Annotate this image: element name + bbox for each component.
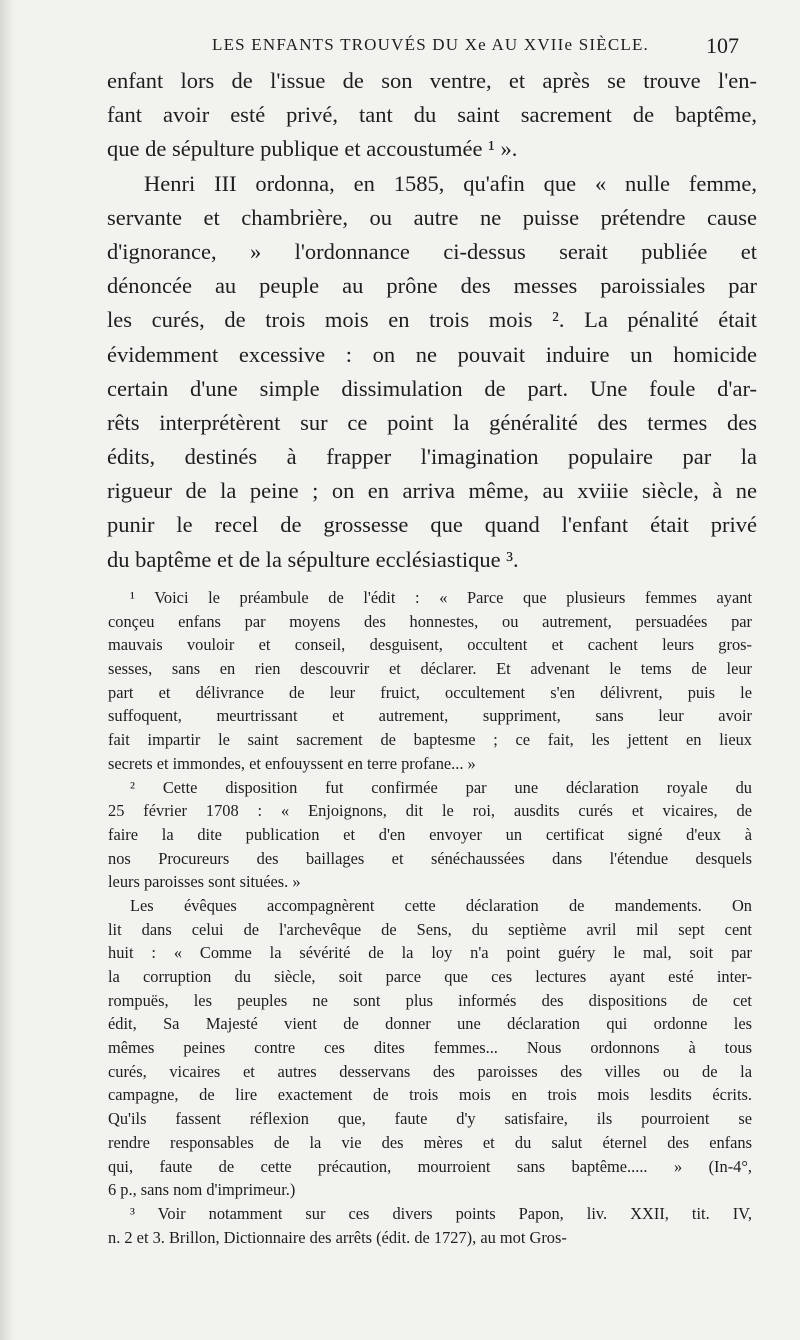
footnote-line: leurs paroisses sont situées. » (108, 872, 301, 892)
footnote-line: ¹ Voici le préambule de l'édit : « Parce que plusieurs femmes ayant (130, 588, 752, 607)
footnote-line: qui, faute de cette précaution, mourroient sans baptême..... » (In-4°, (108, 1156, 752, 1176)
body-line: les curés, de trois mois en trois mois ². La pénalité était (107, 307, 757, 333)
footnote-line: ² Cette disposition fut confirmée par une déclaration royale du (130, 777, 752, 797)
body-line: dénoncée au peuple au prône des messes paroissiales par (107, 273, 757, 299)
body-line: du baptême et de la sépulture ecclésiastique ³. (107, 546, 519, 572)
footnote-line: rendre responsables de la vie des mères et du salut éternel des enfans (108, 1132, 752, 1152)
footnote-line: mauvais vouloir et conseil, desguisent, occultent et cachent leurs gros- (108, 635, 752, 655)
footnote-line: mêmes peines contre ces dites femmes... Nous ordonnons à tous (108, 1038, 752, 1058)
footnote-line: Qu'ils fassent réflexion que, faute d'y satisfaire, ils pourroient se (108, 1109, 752, 1129)
page-number: 107 (706, 33, 739, 58)
page-edge-shadow (0, 0, 14, 1340)
footnote-line: part et délivrance de leur fruict, occultement s'en délivrent, puis le (108, 682, 752, 702)
footnote-line: édit, Sa Majesté vient de donner une déclaration qui ordonne les (108, 1014, 752, 1034)
body-line: édits, destinés à frapper l'imagination populaire par la (107, 444, 757, 470)
footnote-line: secrets et immondes, et enfouyssent en terre profane... » (108, 753, 476, 773)
footnote-line: 6 p., sans nom d'imprimeur.) (108, 1180, 296, 1200)
footnote-line: suffoquent, meurtrissant et autrement, suppriment, sans leur avoir (108, 706, 752, 726)
body-line: punir le recel de grossesse que quand l'enfant était privé (107, 512, 757, 538)
footnote-line: 25 février 1708 : « Enjoignons, dit le roi, ausdits curés et vicaires, de (108, 801, 752, 821)
body-line: rigueur de la peine ; on en arriva même, au xviiie siècle, à ne (107, 478, 757, 504)
footnote-line: conçeu enfans par moyens des honnestes, ou autrement, persuadées par (108, 611, 752, 631)
footnote-line: fait impartir le saint sacrement de baptesme ; ce fait, les jettent en lieux (108, 730, 752, 750)
footnote-line: campagne, de lire exactement de trois mois en trois mois lesdits écrits. (108, 1085, 752, 1105)
running-title: LES ENFANTS TROUVÉS DU Xe AU XVIIe SIÈCLE. (212, 35, 649, 54)
footnote-line: Les évêques accompagnèrent cette déclaration de mandements. On (130, 895, 752, 915)
body-line: fant avoir esté privé, tant du saint sacrement de baptême, (107, 102, 757, 128)
footnote-line: la corruption du siècle, soit parce que ces lectures ayant esté inter- (108, 967, 752, 986)
body-line: servante et chambrière, ou autre ne puisse prétendre cause (107, 204, 757, 230)
body-line: que de sépulture publique et accoustumée ¹ ». (107, 136, 518, 162)
footnote-line: huit : « Comme la sévérité de la loy n'a point guéry le mal, soit par (108, 943, 752, 963)
main-text (107, 64, 757, 577)
body-line: Henri III ordonna, en 1585, qu'afin que « nulle femme, (144, 170, 757, 196)
page-header (0, 33, 800, 59)
body-line: évidemment excessive : on ne pouvait induire un homicide (107, 341, 757, 367)
body-line: rêts interprétèrent sur ce point la généralité des termes des (107, 409, 757, 435)
footnote-line: rompuës, les peuples ne sont plus informés des dispositions de cet (108, 990, 752, 1010)
footnote-line: curés, vicaires et autres desservans des paroisses des villes ou de la (108, 1061, 752, 1081)
body-line: certain d'une simple dissimulation de part. Une foule d'ar- (107, 375, 757, 401)
body-line: enfant lors de l'issue de son ventre, et après se trouve l'en- (107, 68, 757, 93)
body-line: d'ignorance, » l'ordonnance ci-dessus serait publiée et (107, 238, 757, 264)
footnote-line: nos Procureurs des baillages et sénéchaussées dans l'étendue desquels (108, 848, 752, 868)
footnote-line: faire la dite publication et d'en envoyer un certificat signé d'eux à (108, 824, 752, 844)
footnote-line: lit dans celui de l'archevêque de Sens, du septième avril mil sept cent (108, 919, 752, 939)
footnote-line: ³ Voir notamment sur ces divers points Papon, liv. XXII, tit. IV, (130, 1203, 752, 1223)
footnotes (108, 586, 752, 1249)
footnote-line: sesses, sans en rien descouvrir et déclarer. Et advenant le tems de leur (108, 659, 752, 679)
footnote-line: n. 2 et 3. Brillon, Dictionnaire des arrêts (édit. de 1727), au mot Gros- (108, 1227, 567, 1247)
